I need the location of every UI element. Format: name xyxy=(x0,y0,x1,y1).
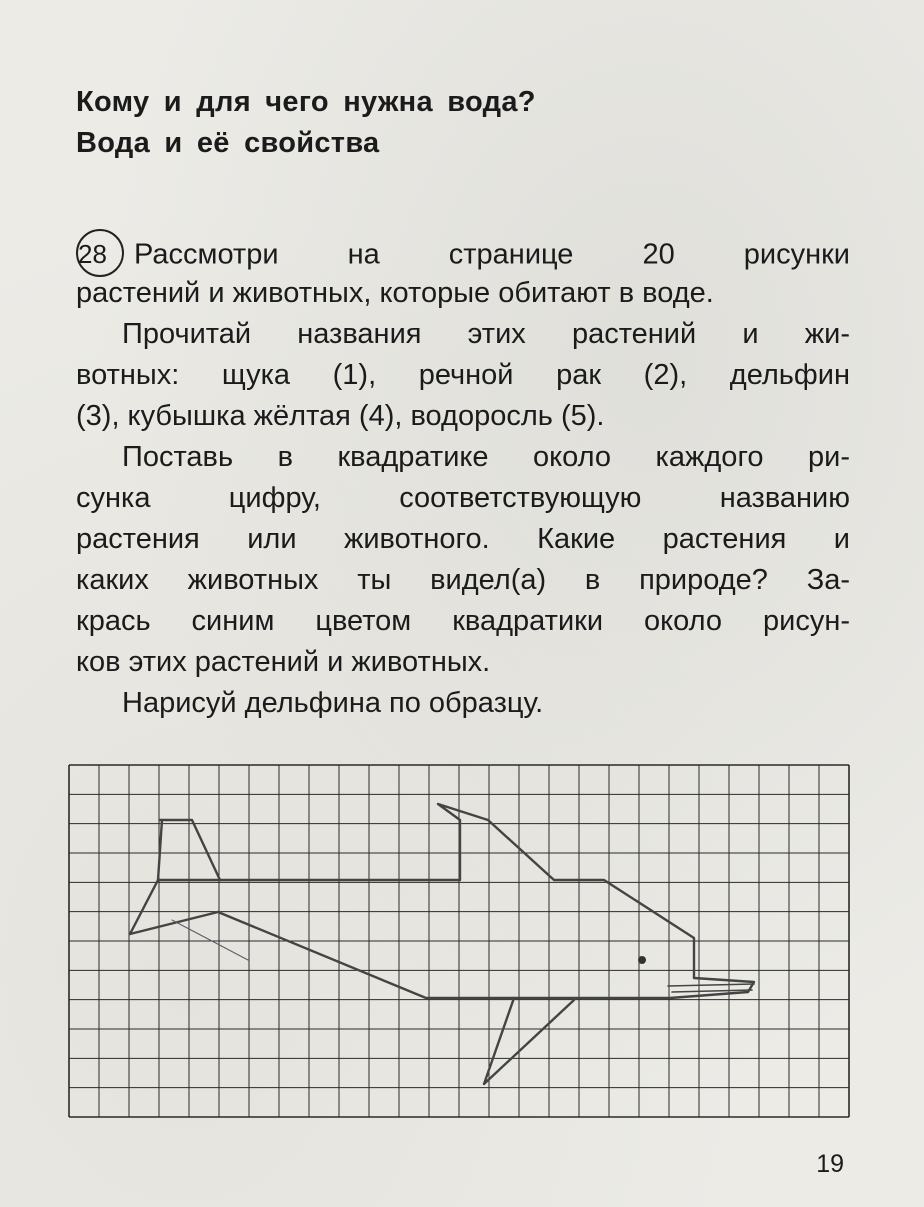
drawing-grid-area[interactable] xyxy=(68,764,850,1124)
task-number-badge: 28 xyxy=(76,229,124,277)
task-p1-line1: Рассмотри на странице 20 рисунки xyxy=(134,238,850,271)
dolphin-drawing xyxy=(130,804,754,1084)
title-line-1: Кому и для чего нужна вода? xyxy=(76,86,536,118)
page-title xyxy=(76,82,536,164)
page-number: 19 xyxy=(816,1150,844,1178)
task-p2-line3: (3), кубышка жёлтая (4), водоросль (5). xyxy=(76,400,605,432)
dolphin-lower-fin xyxy=(484,998,574,1084)
dolphin-back xyxy=(158,804,694,978)
task-p3-line6: ков этих растений и животных. xyxy=(76,646,491,678)
dolphin-snout xyxy=(668,984,754,992)
task-p3-line2: сунка цифру, соответствующую названию xyxy=(76,482,850,514)
task-p3-line5: крась синим цветом квадратики около рисун- xyxy=(76,605,850,637)
dolphin-eye xyxy=(638,956,646,964)
task-p3-line4: каких животных ты видел(а) в природе? За- xyxy=(76,564,850,596)
title-line-2: Вода и её свойства xyxy=(76,127,380,159)
pencil-mark xyxy=(172,920,248,960)
task-p4-line1: Нарисуй дельфина по образцу. xyxy=(122,687,544,719)
task-p3-line3: растения или животного. Какие растения и xyxy=(76,523,850,555)
task-p3-line1: Поставь в квадратике около каждого ри- xyxy=(122,441,850,473)
task-line xyxy=(76,232,850,273)
task-text xyxy=(76,232,850,724)
task-p1-line2: растений и животных, которые обитают в воде. xyxy=(76,277,714,309)
dolphin-tail xyxy=(130,820,220,934)
drawing-grid[interactable] xyxy=(68,764,850,1119)
task-p2-line2: вотных: щука (1), речной рак (2), дельфин xyxy=(76,359,850,391)
task-p2-line1: Прочитай названия этих растений и жи- xyxy=(122,318,850,350)
